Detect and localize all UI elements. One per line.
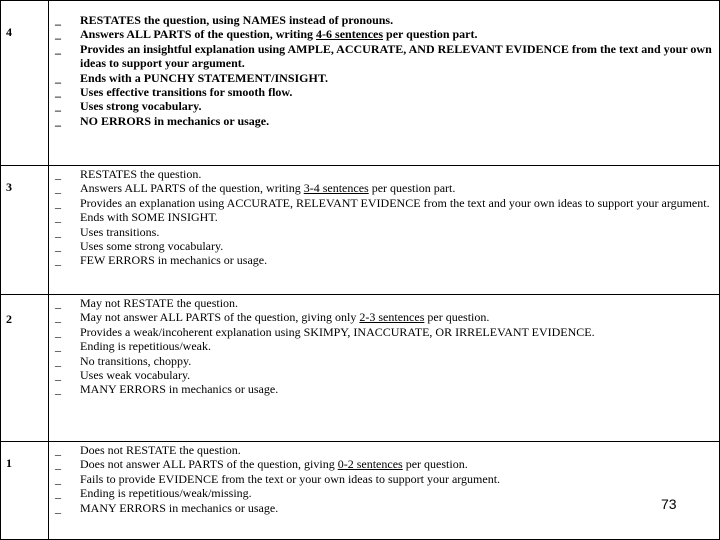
- score-label: 4: [6, 25, 12, 39]
- criterion: [55, 167, 719, 181]
- rubric-row-1: [0, 441, 720, 540]
- bullet-dash: _: [55, 70, 61, 85]
- bullet-dash: _: [55, 296, 61, 310]
- criterion-text: Uses transitions.: [80, 224, 160, 239]
- score-label: 2: [6, 312, 12, 326]
- criterion-text-end: per question part.: [368, 181, 456, 196]
- criterion: [55, 457, 719, 471]
- criterion: [55, 472, 719, 486]
- bullet-dash: _: [55, 382, 61, 397]
- column-divider: [48, 1, 49, 166]
- bullet-dash: _: [55, 27, 61, 42]
- bullet-dash: _: [55, 324, 61, 339]
- criterion-text: Provides an insightful explanation using AMPLE, ACCURATE, AND RELEVANT EVIDENCE from the text and your own ideas to support your argument.: [80, 41, 712, 71]
- sentence-count: 4-6 sentences: [316, 27, 384, 42]
- criterion: [55, 210, 719, 224]
- page-number: 73: [661, 496, 677, 512]
- column-divider: [48, 166, 49, 295]
- bullet-dash: _: [55, 195, 61, 210]
- criterion-text: RESTATES the question.: [80, 167, 202, 181]
- criteria-list: [55, 167, 719, 268]
- criterion: [55, 225, 719, 239]
- criterion-text: Provides a weak/incoherent explanation using SKIMPY, INACCURATE, OR IRRELEVANT EVIDENCE.: [80, 324, 595, 339]
- bullet-dash: _: [55, 85, 61, 100]
- criterion-text: May not answer ALL PARTS of the question, giving only: [80, 310, 360, 325]
- criterion-text: Ending is repetitious/weak.: [80, 339, 211, 354]
- criterion-text: Answers ALL PARTS of the question, writing: [80, 181, 304, 196]
- criterion-text: No transitions, choppy.: [80, 353, 192, 368]
- criterion-text-end: per question.: [424, 310, 490, 325]
- criterion-text: May not RESTATE the question.: [80, 296, 239, 310]
- criterion-text: Ending is repetitious/weak/missing.: [80, 486, 252, 501]
- bullet-dash: _: [55, 224, 61, 239]
- criterion: [55, 443, 719, 457]
- criteria-list: [55, 443, 719, 515]
- score-label: 1: [6, 456, 12, 470]
- criterion: [55, 114, 719, 128]
- bullet-dash: _: [55, 41, 61, 56]
- criterion: [55, 239, 719, 253]
- criterion-text: Ends with a PUNCHY STATEMENT/INSIGHT.: [80, 70, 328, 85]
- bullet-dash: _: [55, 443, 61, 457]
- criterion-text: Answers ALL PARTS of the question, writing: [80, 27, 317, 42]
- bullet-dash: _: [55, 471, 61, 486]
- criterion: [55, 99, 719, 113]
- criterion: [55, 196, 719, 210]
- criteria-list: [55, 13, 719, 128]
- criterion-text: Ends with SOME INSIGHT.: [80, 210, 218, 225]
- criterion-text: MANY ERRORS in mechanics or usage.: [80, 382, 279, 397]
- criterion-text-end: per question.: [402, 457, 468, 472]
- sentence-count: 3-4 sentences: [303, 181, 369, 196]
- criterion-text: MANY ERRORS in mechanics or usage.: [80, 500, 279, 515]
- bullet-dash: _: [55, 368, 61, 383]
- rubric-row-4: [0, 0, 720, 166]
- bullet-dash: _: [55, 353, 61, 368]
- criterion-text: NO ERRORS in mechanics or usage.: [80, 113, 270, 128]
- column-divider: [48, 295, 49, 442]
- bullet-dash: _: [55, 13, 61, 27]
- bullet-dash: _: [55, 500, 61, 515]
- criterion-text-end: per question part.: [383, 27, 478, 42]
- criterion-text: Provides an explanation using ACCURATE, RELEVANT EVIDENCE from the text and your own ideas to support your argument.: [80, 195, 710, 210]
- bullet-dash: _: [55, 310, 61, 325]
- criterion: [55, 296, 719, 310]
- score-label: 3: [6, 180, 12, 194]
- bullet-dash: _: [55, 457, 61, 472]
- bullet-dash: _: [55, 339, 61, 354]
- criterion-text: Uses strong vocabulary.: [80, 99, 202, 114]
- criteria-list: [55, 296, 719, 397]
- column-divider: [48, 442, 49, 539]
- criterion-text: FEW ERRORS in mechanics or usage.: [80, 253, 268, 268]
- rubric-row-3: [0, 165, 720, 295]
- bullet-dash: _: [55, 167, 61, 181]
- bullet-dash: _: [55, 210, 61, 225]
- bullet-dash: _: [55, 253, 61, 268]
- rubric-row-2: [0, 294, 720, 442]
- criterion: [55, 310, 719, 324]
- criterion-text: Uses some strong vocabulary.: [80, 239, 224, 254]
- criterion: [55, 486, 719, 500]
- bullet-dash: _: [55, 486, 61, 501]
- criterion: [55, 368, 719, 382]
- criterion: [55, 325, 719, 339]
- sentence-count: 0-2 sentences: [337, 457, 403, 472]
- criterion-text: Does not RESTATE the question.: [80, 443, 241, 457]
- criterion-text: Uses effective transitions for smooth flow.: [80, 85, 293, 100]
- criterion: [55, 13, 719, 27]
- bullet-dash: _: [55, 239, 61, 254]
- criterion-text: Uses weak vocabulary.: [80, 368, 191, 383]
- bullet-dash: _: [55, 99, 61, 114]
- criterion: [55, 71, 719, 85]
- criterion-text: Fails to provide EVIDENCE from the text or your own ideas to support your argument.: [80, 471, 501, 486]
- criterion: [55, 339, 719, 353]
- criterion: [55, 501, 719, 515]
- criterion-text: RESTATES the question, using NAMES instead of pronouns.: [80, 13, 394, 27]
- criterion: [55, 181, 719, 195]
- criterion: [55, 253, 719, 267]
- criterion: [55, 42, 719, 71]
- criterion: [55, 354, 719, 368]
- sentence-count: 2-3 sentences: [359, 310, 425, 325]
- criterion: [55, 27, 719, 41]
- criterion-text: Does not answer ALL PARTS of the question, giving: [80, 457, 338, 472]
- criterion: [55, 85, 719, 99]
- bullet-dash: _: [55, 113, 61, 128]
- bullet-dash: _: [55, 181, 61, 196]
- criterion: [55, 382, 719, 396]
